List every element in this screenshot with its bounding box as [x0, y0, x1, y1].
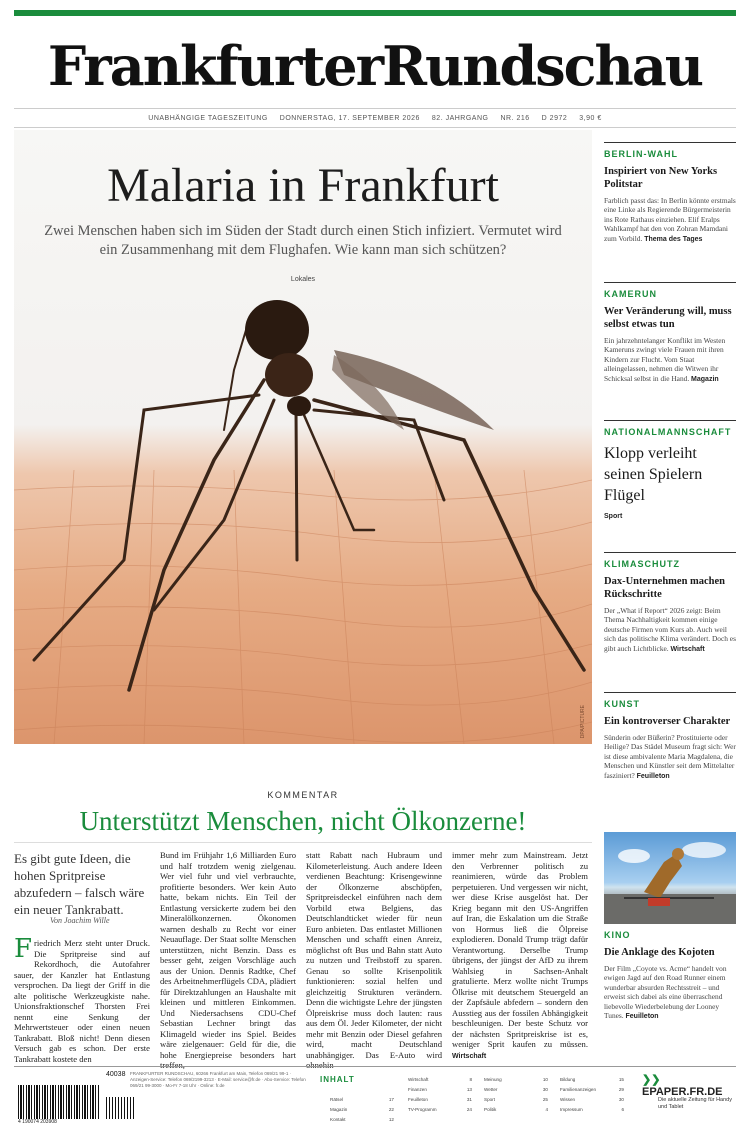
commentary-column-3: statt Rabatt nach Hubraum und Kilometerleistung. Auch andere Ideen verdienen Beachtung: Krisengewinne der Ölkonzerne abschöpfen, Spritpreisdeckel einführen nach dem Vorbild etwa Belgiens, das Deutschlandticket wieder für neun Euro anbieten. Das entlastet Millionen Menschen und schafft einen Anreiz, möglichst oft Bus und Bahn statt Auto zu nutzen und Treibstoff zu sparen. Genau so sollte Krisenpolitik funktionieren: sozial helfen und gleichzeitig Strukturen verändern. Denn die wichtigste Lehre der jüngsten Ölpreiskrise muss doch lauten: raus aus dem Öl. Jeder Kilometer, der nicht mehr mit Benzin oder Diesel gefahren wird, macht Deutschland unabhängiger. Das E-Auto wird ohnehin	[306, 850, 442, 1070]
sidebar-headline: Ein kontroverser Charakter	[604, 716, 731, 727]
sidebar-divider	[604, 282, 736, 283]
sidebar-divider	[604, 692, 736, 693]
sidebar-item-klimaschutz[interactable]	[604, 552, 736, 654]
lead-section-ref: Lokales	[290, 276, 316, 283]
sidebar-category: KLIMASCHUTZ	[604, 559, 680, 569]
commentary-intro: Es gibt gute Ideen, die hohen Spritpreise abzufedern – falsch wäre ein neuer Tankrabatt.	[14, 851, 145, 917]
sidebar-item-kino[interactable]	[604, 826, 736, 1021]
lead-headline: Malaria in Frankfurt	[107, 159, 499, 212]
toc-entry[interactable]: Meinung 10	[484, 1077, 548, 1082]
sidebar-section-ref: Magazin	[691, 375, 719, 383]
edition-date: DONNERSTAG, 17. SEPTEMBER 2026	[279, 114, 420, 122]
sidebar-item-kamerun[interactable]	[604, 282, 736, 384]
newspaper-masthead: FrankfurterRundschau	[47, 34, 703, 98]
top-accent-bar	[14, 10, 736, 16]
edition-price: 3,90 €	[579, 114, 602, 122]
toc-entry[interactable]: Feuilleton 31	[408, 1097, 472, 1102]
toc-entry[interactable]: Wetter 30	[484, 1087, 548, 1092]
toc-entry[interactable]: Familienanzeigen 29	[560, 1087, 624, 1092]
arrow-icon: ❯❯	[642, 1074, 661, 1086]
toc-entry[interactable]: Rätsel 17	[330, 1097, 394, 1102]
sidebar-section-ref: Wirtschaft	[670, 645, 705, 653]
toc-entry[interactable]: Finanzen 13	[408, 1087, 472, 1092]
sidebar-divider	[604, 420, 736, 421]
sidebar-divider	[604, 552, 736, 553]
sidebar-section-ref: Feuilleton	[625, 1013, 659, 1021]
edition-tagline: UNABHÄNGIGE TAGESZEITUNG	[148, 114, 268, 122]
sidebar-teaser: Der Film „Coyote vs. Acme“ handelt von ewigen Jagd auf den Road Runner einem wunderbar absurden Rechtsstreit – und erweist sich dabei als eine überraschend liebevolle Wiederbelebung der Looney Tunes. Feuilleton	[604, 964, 727, 1021]
commentary-column-4-text: immer mehr zum Mainstream. Jetzt den Verbrenner politisch zu reanimieren, würde das Problem perpetuieren. Und vergessen wir nicht, wer diese Krise ausgelöst hat. Der Krieg begann mit den US-Angriffen auf Iran, die Eskalation um die Straße von Hormus ließ die Ölpreise explodieren. Donald Trump trägt dafür Verantwortung. Derselbe Trump übrigens, der jüngst der AfD zu ihrem Wahlsieg in Sachsen-Anhalt gratulierte. Merz wollte nicht Trumps Ölkrise mit deutschem Steuergeld an der Zapfsäule abfedern – sondern den Ausstieg aus der fossilen Abhängigkeit beschleunigen. Der beste Schutz vor der nächsten Spritpreiskrise ist es, weniger Sprit kaufen zu müssen.	[452, 850, 588, 1049]
sidebar-headline: Inspiriert von New Yorks Politstar	[604, 166, 718, 190]
dropcap: F	[14, 934, 33, 964]
sidebar-headline: Wer Veränderung will, muss selbst etwas tun	[604, 306, 732, 330]
sidebar-section-ref: Thema des Tages	[644, 235, 703, 243]
commentary-label: KOMMENTAR	[267, 790, 339, 800]
sidebar-teaser: Der „What if Report“ 2026 zeigt: Beim Thema Nachhaltigkeit kommen einige deutsche Firmen vom Kurs ab. Auch weil sich das politische Klima verändert. Doch es gibt auch Lichtblicke. Wirtschaft	[604, 606, 736, 653]
sidebar-headline: Klopp verleiht seinen Spielern Flügel	[604, 445, 703, 504]
commentary-section-ref: Wirtschaft	[452, 1052, 487, 1060]
edition-year: 82. JAHRGANG	[431, 114, 489, 122]
sidebar-section-ref: Sport	[604, 513, 623, 520]
sidebar-item-nationalmannschaft[interactable]	[604, 420, 736, 521]
photo-credit: DPA/PICTURE	[580, 704, 586, 738]
contents-label: INHALT	[320, 1075, 355, 1084]
coyote-image	[604, 832, 736, 924]
edition-code: D 2972	[541, 114, 568, 122]
toc-entry[interactable]: Politik 4	[484, 1107, 548, 1112]
footer	[14, 1066, 736, 1126]
table-of-contents	[320, 1075, 638, 1123]
imprint: FRANKFURTER RUNDSCHAU, 60266 Frankfurt am Main, Telefon 069/21 99-1 · Anzeigen-Service: Telefon 069/2199-3213 · E-Mail: service@fr.de · Abo-Service: Telefon 069/21 99-3000 · Mo-Fr 7-18 Uhr · Online: fr.de	[130, 1071, 306, 1088]
commentary-column-1	[14, 934, 150, 1064]
sidebar-item-kunst[interactable]	[604, 692, 736, 781]
epaper-link[interactable]	[642, 1073, 738, 1098]
sidebar-category: NATIONALMANNSCHAFT	[604, 427, 732, 437]
commentary-author: Von Joachim Wille	[50, 916, 110, 925]
lead-story[interactable]	[14, 130, 592, 744]
commentary-column-4	[452, 850, 588, 1060]
toc-entry[interactable]: Wirtschaft 8	[408, 1077, 472, 1082]
toc-entry[interactable]: Wissen 30	[560, 1097, 624, 1102]
sidebar-teaser: Ein jahrzehntelanger Konflikt im Westen Kameruns zwingt viele Frauen mit ihren Kindern zur Flucht. Vom Staat alleingelassen, nehmen die Witwen ihr Schicksal selbst in die Hand. Magazin	[604, 336, 726, 383]
sidebar-divider	[604, 142, 736, 143]
sidebar-category: BERLIN-WAHL	[604, 149, 678, 159]
sidebar-teaser: Farblich passt das: In Berlin könnte erstmals eine Linke als Regierende Bürgermeisterin ins Rote Rathaus einziehen. Elif Eralps Wahlkampf hat den von Zohran Mamdani zum Vorbild. Thema des Tages	[604, 196, 736, 243]
sidebar-item-berlin[interactable]	[604, 142, 736, 244]
commentary-column-2: Bund im Frühjahr 1,6 Milliarden Euro und half trotzdem wenig zielgenau. Wer viel fuhr und viel verbrauchte, profitierte besonders. Wer kein Auto hatte, bekam nichts. Ein Teil der Entlastung versickerte zudem bei den Mineralölkonzernen. Ökonomen warnen deshalb zu Recht vor einer Neuauflage. Der Staat sollte Menschen unterstützen, nicht Benzin. Dass es besser geht, zeigen Vorschläge auch aus der Union. Dennis Radtke, Chef des Arbeitnehmerflügels CDA, plädiert für Direktzahlungen an Haushalte mit kleinen und mittleren Einkommen. Und Niedersachsens CDU-Chef Sebastian Lechner bringt das Klimageld wieder ins Spiel. Beides wäre zielgenauer: Geld für die, die hohe Energiepreise besonders hart treffen,	[160, 850, 296, 1070]
commentary-headline[interactable]: Unterstützt Menschen, nicht Ölkonzerne!	[79, 806, 527, 836]
sidebar-headline: Die Anklage des Kojoten	[604, 947, 715, 958]
commentary-column-1-text: riedrich Merz steht unter Druck. Die Spritpreise sind auf Rekordhoch, die Autofahrer sauer, der Kanzler hat Entlastung versprochen. Da liegt der Griff in die alte politische Werkzeugkiste nahe. Unionsfraktionschef Thorsten Frei nennt eine Senkung der Mehrwertsteuer oder einen neuen Tankrabatt. Bloß nicht! Denn diesen Versuch gab es schon. Der erste Tankrabatt kostete den	[14, 938, 150, 1064]
toc-entry[interactable]: Bildung 15	[560, 1077, 624, 1082]
sidebar-headline: Dax-Unternehmen machen Rückschritte	[604, 576, 726, 600]
coyote-illustration	[604, 832, 736, 924]
epaper-label: EPAPER.FR.DE	[642, 1086, 723, 1098]
toc-entry[interactable]: TV-Programm 24	[408, 1107, 472, 1112]
toc-entry[interactable]: Sport 25	[484, 1097, 548, 1102]
edition-number: NR. 216	[500, 114, 530, 122]
barcode-digits: 4 190074 203908	[18, 1119, 57, 1125]
lead-subheadline: Zwei Menschen haben sich im Süden der Stadt durch einen Stich infiziert. Vermutet wird ein Zusammenhang mit dem Flughafen. Wie kann man sich schützen?	[44, 223, 562, 258]
epaper-subtitle: Die aktuelle Zeitung für Handy und Tablet	[658, 1097, 732, 1110]
sidebar-category: KINO	[604, 930, 631, 940]
sidebar-category: KAMERUN	[604, 289, 657, 299]
toc-entry[interactable]: Impressum 6	[560, 1107, 624, 1112]
sidebar-teaser	[604, 511, 736, 521]
toc-entry[interactable]: Magazin 22	[330, 1107, 394, 1112]
barcode-addon	[106, 1097, 134, 1119]
sidebar-section-ref: Feuilleton	[636, 772, 670, 780]
sidebar-teaser: Sünderin oder Büßerin? Prostituierte oder Heilige? Das Städel Museum fragt sich: Wer ist diese ambivalente Maria Magdalena, die Menschen und Künstler seit dem Mittelalter fasziniert? Feuilleton	[604, 733, 736, 780]
commentary-divider	[14, 842, 592, 843]
barcode	[18, 1085, 100, 1119]
edition-info	[14, 108, 736, 128]
toc-entry[interactable]: Kontakt 12	[330, 1117, 394, 1122]
sidebar-category: KUNST	[604, 699, 640, 709]
barcode-number: 40038	[106, 1071, 126, 1078]
